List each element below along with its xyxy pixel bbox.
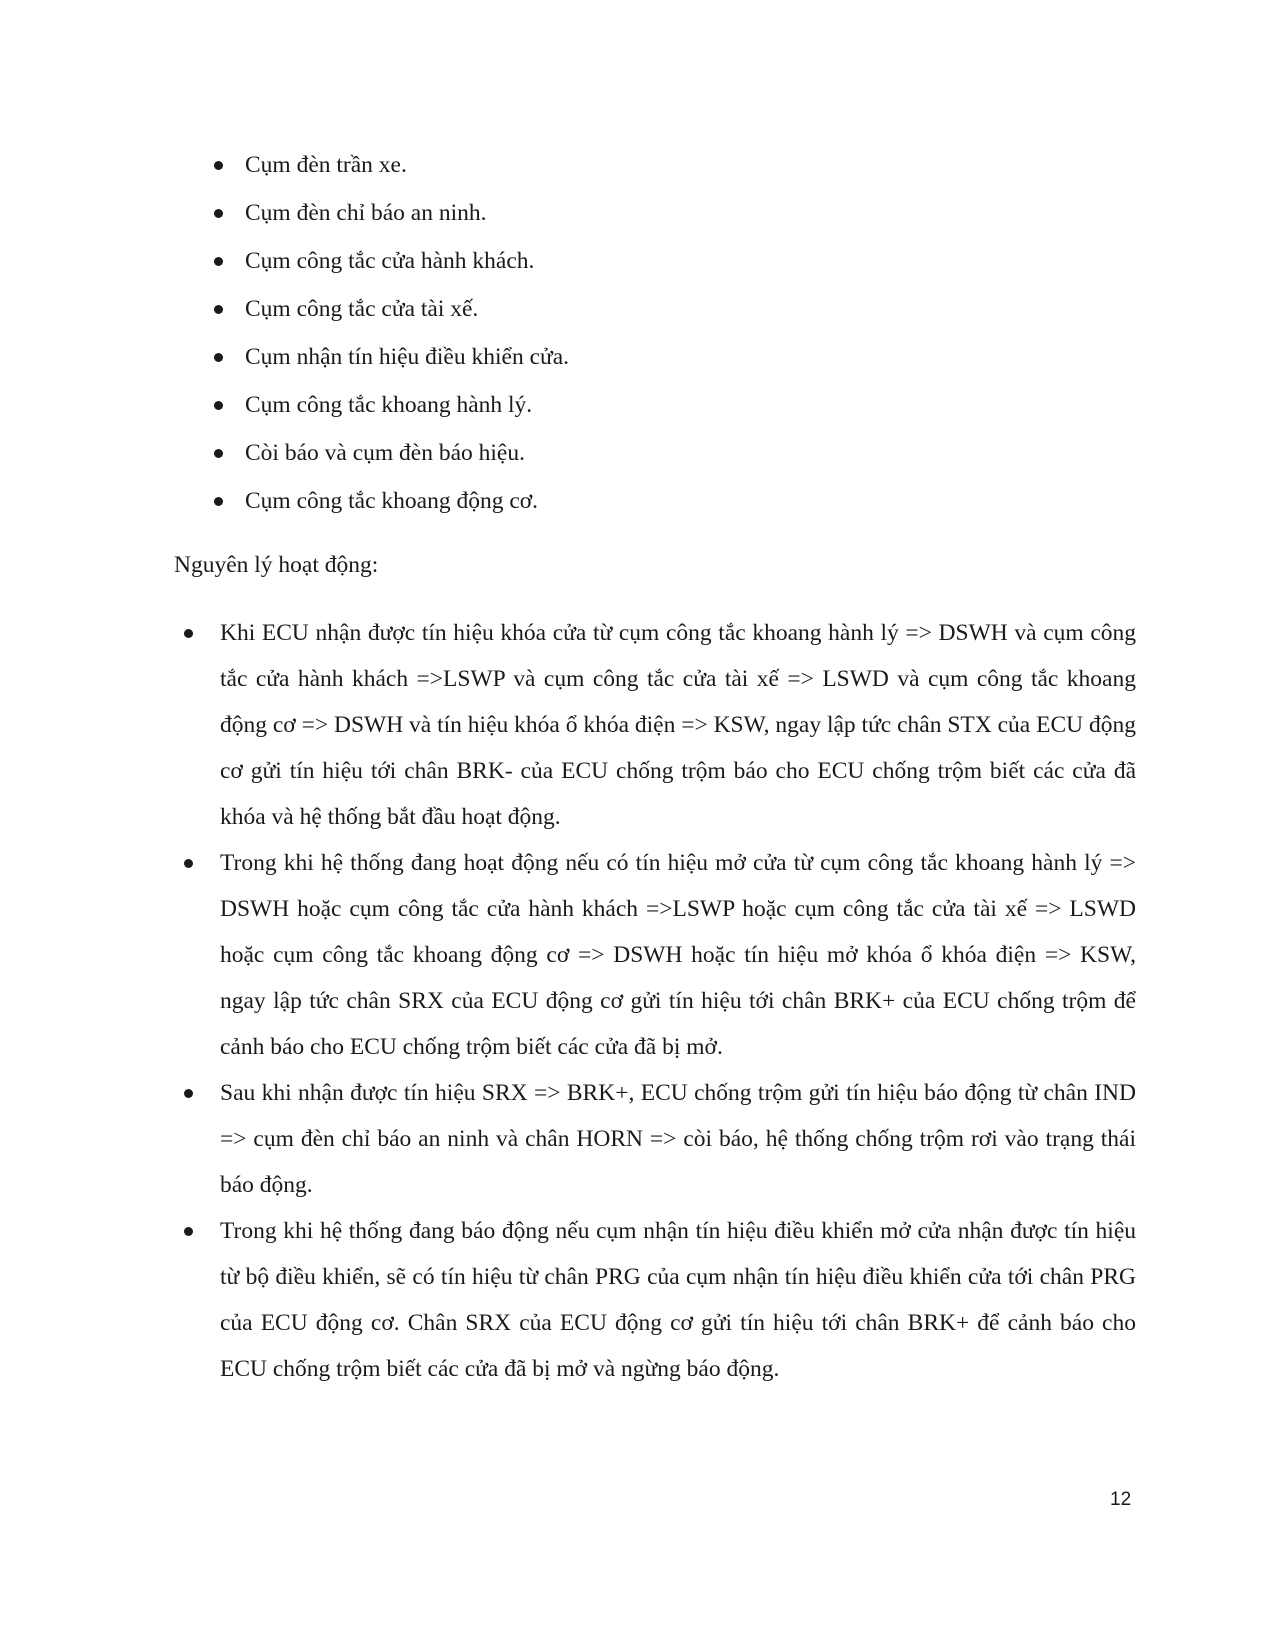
principle-list <box>176 610 1136 1392</box>
bullet-icon <box>184 859 193 868</box>
principle-paragraph <box>176 840 1136 1070</box>
bullet-icon <box>214 305 223 314</box>
list-item <box>205 333 1105 381</box>
bullet-icon <box>214 449 223 458</box>
bullet-icon <box>214 497 223 506</box>
bullet-icon <box>184 629 193 638</box>
list-item-text: Cụm công tắc cửa hành khách. <box>245 248 535 274</box>
page-number: 12 <box>1110 1489 1132 1510</box>
list-item <box>205 189 1105 237</box>
bullet-icon <box>184 1227 193 1236</box>
list-item <box>205 237 1105 285</box>
list-item <box>205 381 1105 429</box>
list-item-text: Còi báo và cụm đèn báo hiệu. <box>245 440 525 466</box>
section-heading: Nguyên lý hoạt động: <box>174 552 379 578</box>
paragraph-text: Trong khi hệ thống đang báo động nếu cụm nhận tín hiệu điều khiển mở cửa nhận được tín hiệu từ bộ điều khiển, sẽ có tín hiệu từ chân PRG của cụm nhận tín hiệu điều khiển cửa tới chân PRG của ECU động cơ. Chân SRX của ECU động cơ gửi tín hiệu tới chân BRK+ để cảnh báo cho ECU chống trộm biết các cửa đã bị mở và ngừng báo động. <box>220 1218 1136 1382</box>
list-item-text: Cụm đèn trần xe. <box>245 152 407 178</box>
list-item-text: Cụm công tắc cửa tài xế. <box>245 296 479 322</box>
list-item-text: Cụm đèn chỉ báo an ninh. <box>245 200 487 226</box>
bullet-icon <box>214 209 223 218</box>
list-item-text: Cụm nhận tín hiệu điều khiển cửa. <box>245 344 570 370</box>
principle-paragraph <box>176 1208 1136 1392</box>
list-item-text: Cụm công tắc khoang hành lý. <box>245 392 533 418</box>
component-list <box>205 141 1105 525</box>
list-item <box>205 285 1105 333</box>
list-item <box>205 141 1105 189</box>
bullet-icon <box>184 1089 193 1098</box>
list-item-text: Cụm công tắc khoang động cơ. <box>245 488 539 514</box>
bullet-icon <box>214 353 223 362</box>
bullet-icon <box>214 161 223 170</box>
principle-paragraph <box>176 610 1136 840</box>
list-item <box>205 477 1105 525</box>
paragraph-text: Khi ECU nhận được tín hiệu khóa cửa từ cụm công tắc khoang hành lý => DSWH và cụm công tắc cửa hành khách =>LSWP và cụm công tắc cửa tài xế => LSWD và cụm công tắc khoang động cơ => DSWH và tín hiệu khóa ổ khóa điện => KSW, ngay lập tức chân STX của ECU động cơ gửi tín hiệu tới chân BRK- của ECU chống trộm báo cho ECU chống trộm biết các cửa đã khóa và hệ thống bắt đầu hoạt động. <box>220 620 1136 830</box>
list-item <box>205 429 1105 477</box>
paragraph-text: Sau khi nhận được tín hiệu SRX => BRK+, ECU chống trộm gửi tín hiệu báo động từ chân IND => cụm đèn chỉ báo an ninh và chân HORN => còi báo, hệ thống chống trộm rơi vào trạng thái báo động. <box>220 1080 1136 1198</box>
bullet-icon <box>214 257 223 266</box>
paragraph-text: Trong khi hệ thống đang hoạt động nếu có tín hiệu mở cửa từ cụm công tắc khoang hành lý => DSWH hoặc cụm công tắc cửa hành khách =>LSWP hoặc cụm công tắc cửa tài xế => LSWD hoặc cụm công tắc khoang động cơ => DSWH hoặc tín hiệu mở khóa ổ khóa điện => KSW, ngay lập tức chân SRX của ECU động cơ gửi tín hiệu tới chân BRK+ của ECU chống trộm để cảnh báo cho ECU chống trộm biết các cửa đã bị mở. <box>220 850 1136 1060</box>
bullet-icon <box>214 401 223 410</box>
principle-paragraph <box>176 1070 1136 1208</box>
